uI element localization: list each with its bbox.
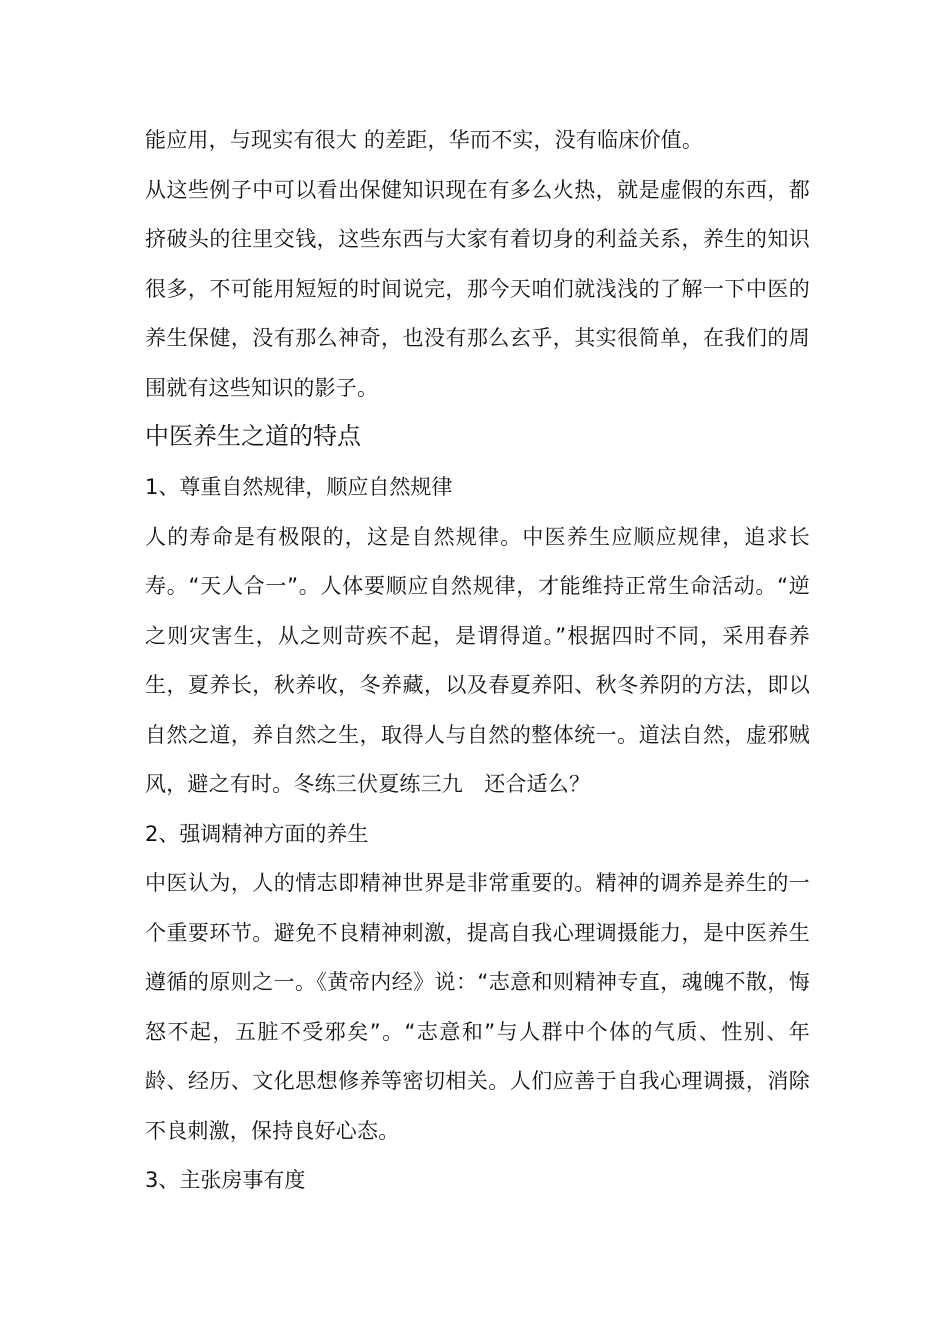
- document-body: [145, 116, 810, 1206]
- subsection-title-3: 3、主张房事有度: [145, 1168, 306, 1192]
- subsection-body-1: 人的寿命是有极限的，这是自然规律。中医养生应顺应规律，追求长寿。“天人合一”。人体要顺应自然规律，才能维持正常生命活动。“逆之则灾害生，从之则苛疾不起，是谓得道。”根据四时不同，采用春养生，夏养长，秋养收，冬养藏，以及春夏养阳、秋冬养阴的方法，即以自然之道，养自然之生，取得人与自然的整体统一。道法自然，虚邪贼风，避之有时。冬练三伏夏练三九 还合适么？: [145, 524, 810, 796]
- subsection-title-2: 2、强调精神方面的养生: [145, 821, 369, 846]
- subsection-body-2: 中医认为，人的情志即精神世界是非常重要的。精神的调养是养生的一个重要环节。避免不良精神刺激，提高自我心理调摄能力，是中医养生遵循的原则之一。《黄帝内经》说：“志意和则精神专直，魂魄不散，悔怒不起，五脏不受邪矣”。“志意和”与人群中个体的气质、性别、年龄、经历、文化思想修养等密切相关。人们应善于自我心理调摄，消除不良刺激，保持良好心态。: [145, 871, 810, 1143]
- paragraph-continuation: 能应用，与现实有很大 的差距，华而不实，没有临床价值。: [145, 128, 704, 152]
- subsection-title-1: 1、尊重自然规律，顺应自然规律: [145, 475, 453, 499]
- paragraph-intro: 从这些例子中可以看出保健知识现在有多么火热，就是虚假的东西，都挤破头的往里交钱，这些东西与大家有着切身的利益关系，养生的知识很多，不可能用短短的时间说完，那今天咱们就浅浅的了解一下中医的养生保健，没有那么神奇，也没有那么玄乎，其实很简单，在我们的周围就有这些知识的影子。: [145, 177, 810, 400]
- section-heading: 中医养生之道的特点: [145, 422, 361, 450]
